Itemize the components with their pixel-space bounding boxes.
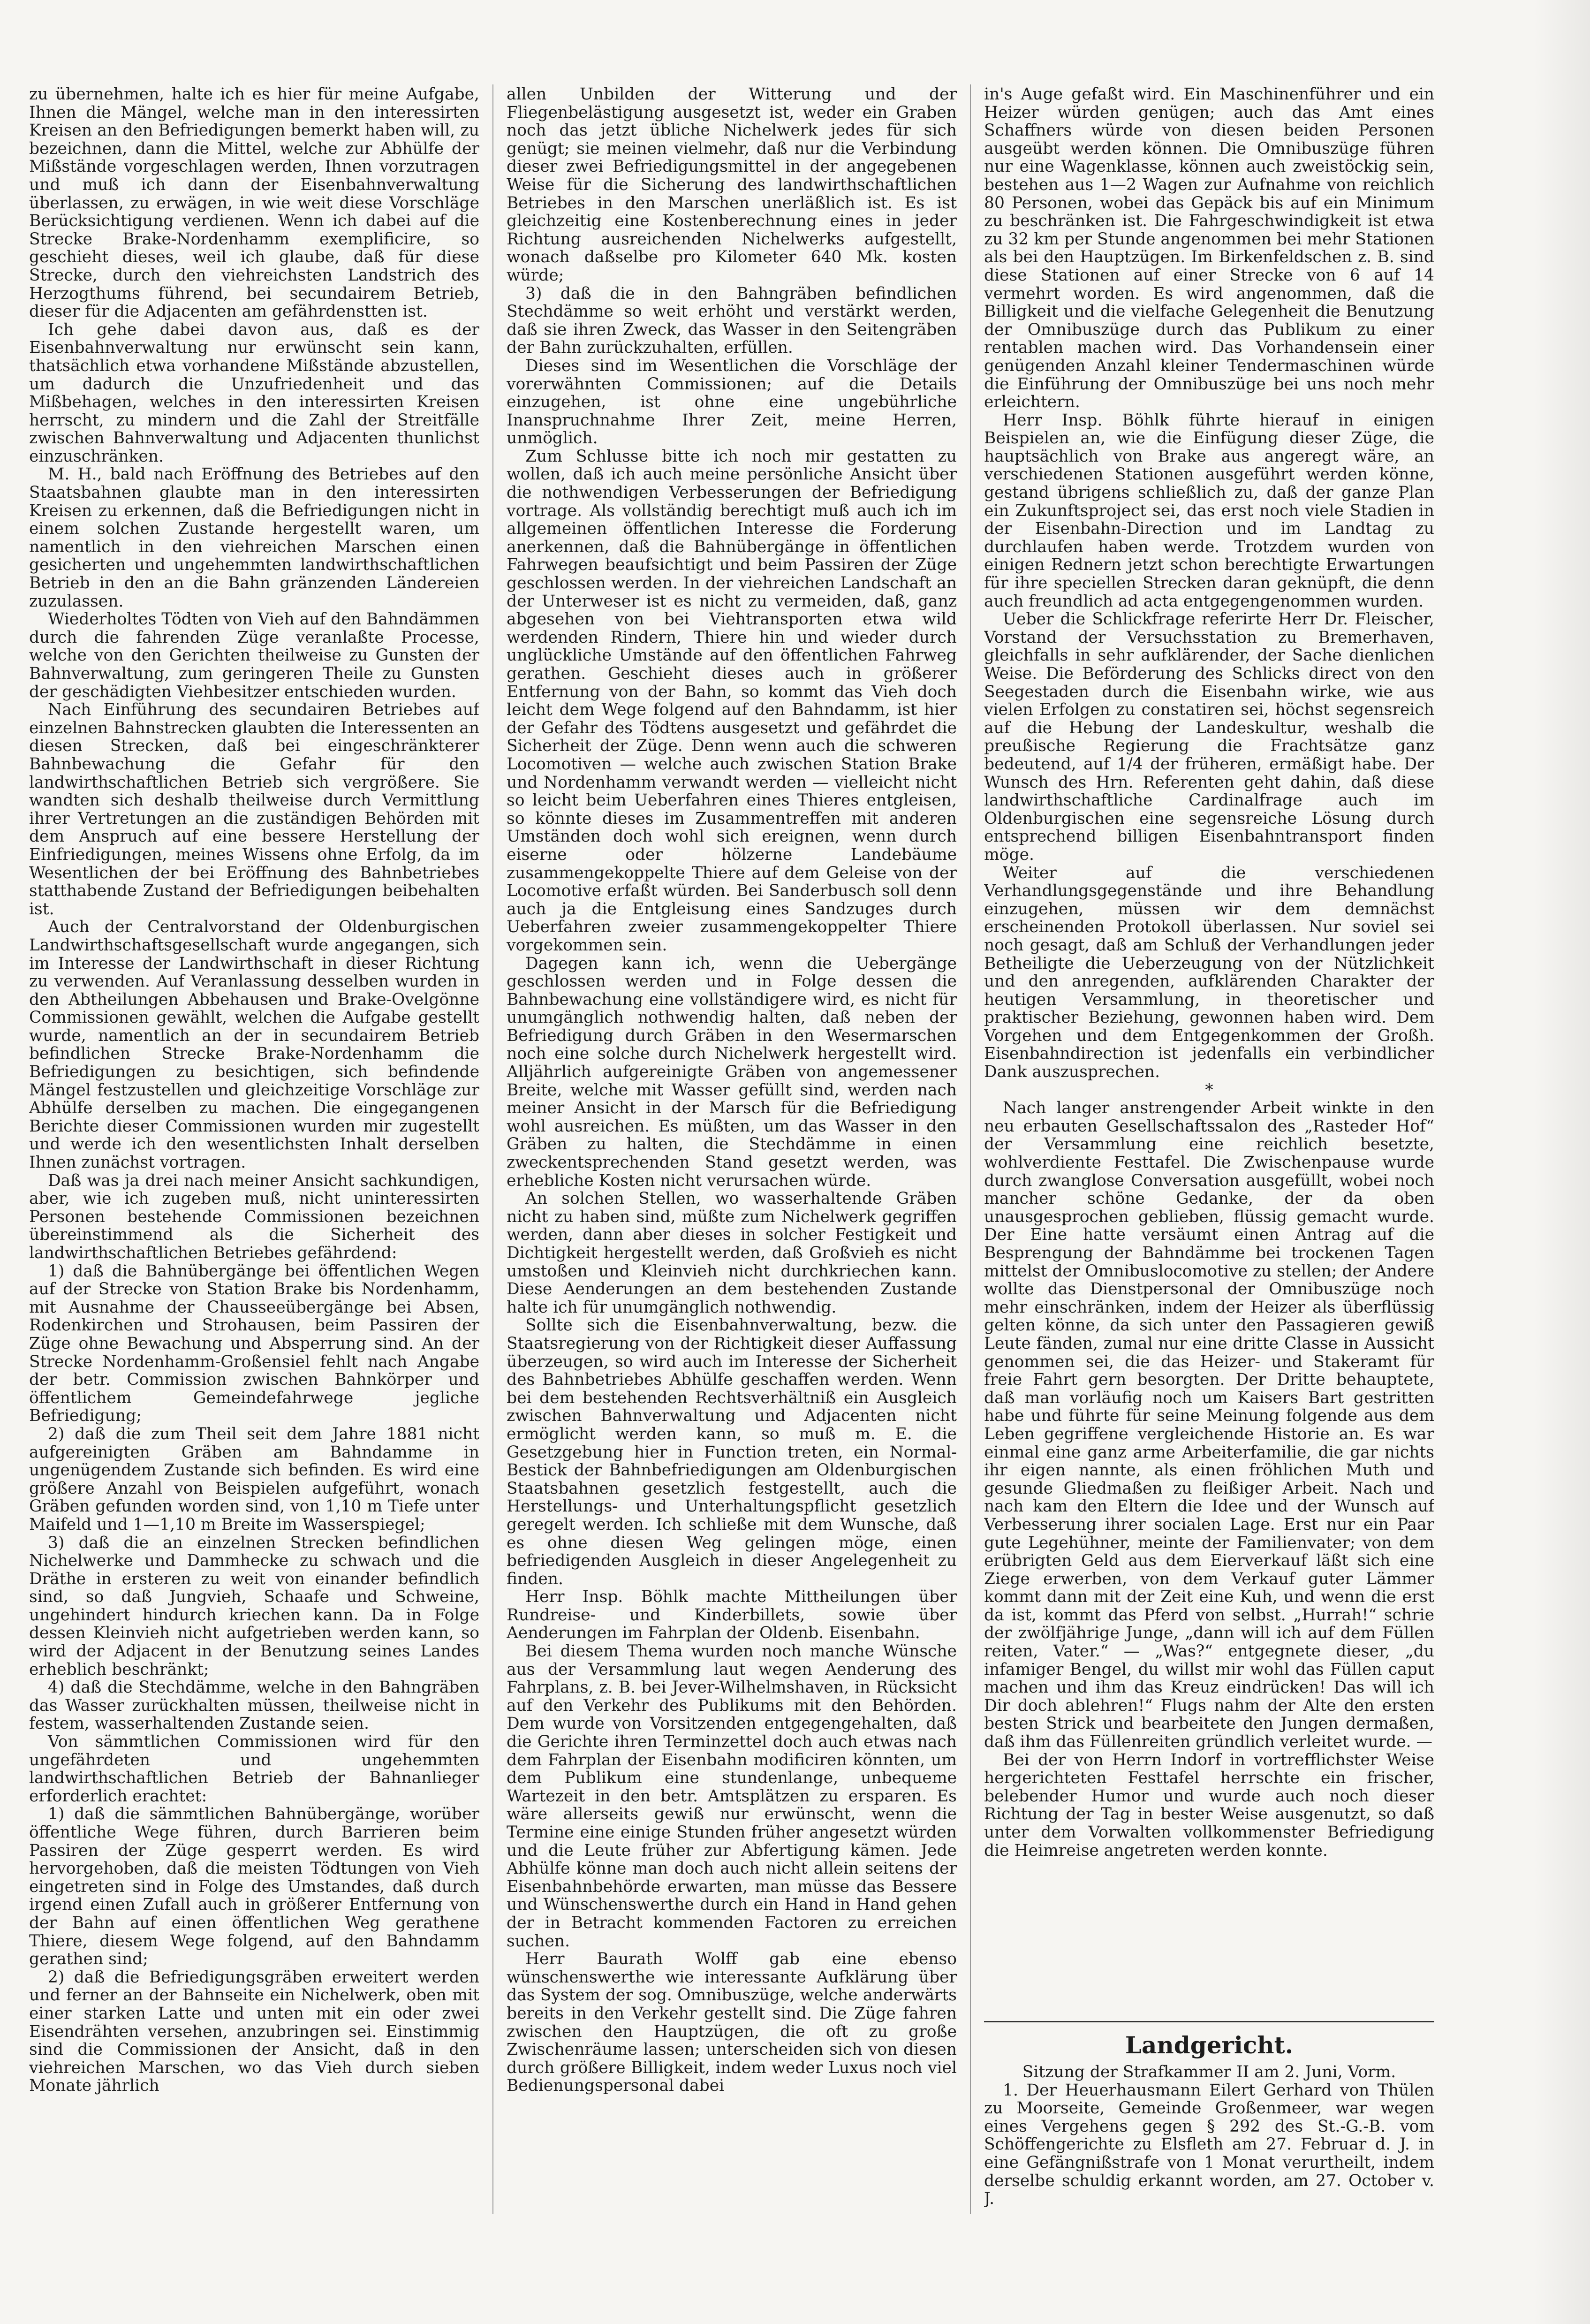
- paragraph: Wiederholtes Tödten von Vieh auf den Bahndämmen durch die fahrenden Züge veranlaßte Processe, welche von den Gerichten theilweise zu Gunsten der Bahnverwaltung, zum geringeren Theile zu Gunsten der geschädigten Viehbesitzer entschieden wurden.: [29, 610, 479, 701]
- paragraph: Sollte sich die Eisenbahnverwaltung, bezw. die Staatsregierung von der Richtigkeit dieser Auffassung überzeugen, so wird auch im Interesse der Sicherheit des Bahnbetriebes Abhülfe geschaffen werden. Wenn bei dem bestehenden Rechtsverhältniß ein Ausgleich zwischen Bahnverwaltung und Adjacenten nicht ermöglicht werden kann, so muß m. E. die Gesetzgebung hier in Function treten, ein Normal-Bestick der Bahnbefriedigungen am Oldenburgischen Staatsbahnen gesetzlich festgestellt, auch die Herstellungs- und Unterhaltungspflicht gesetzlich geregelt werden. Ich schließe mit dem Wunsche, daß es ohne diesen Weg gelingen möge, einen befriedigenden Ausgleich in dieser Angelegenheit zu finden.: [507, 1316, 957, 1588]
- paragraph: 4) daß die Stechdämme, welche in den Bahngräben das Wasser zurückhalten müssen, theilweise nicht in festem, wasserhaltenden Zustande seien.: [29, 1678, 479, 1733]
- paragraph: Dagegen kann ich, wenn die Uebergänge geschlossen werden und in Folge dessen die Bahnbewachung eine vollständigere wird, es nicht für unumgänglich nothwendig halten, daß neben der Befriedigung durch Gräben in den Wesermarschen noch eine solche durch Nichelwerk hergestellt wird. Alljährlich aufgereinigte Gräben von angemessener Breite, welche mit Wasser gefüllt sind, werden nach meiner Ansicht in der Marsch für die Befriedigung wohl ausreichen. Es müßten, um das Wasser in den Gräben zu halten, die Stechdämme in einen zweckentsprechenden Stand gesetzt werden, was erhebliche Kosten nicht verursachen würde.: [507, 954, 957, 1190]
- column-2: [507, 85, 957, 2253]
- paragraph: 1. Der Heuerhausmann Eilert Gerhard von Thülen zu Moorseite, Gemeinde Großenmeer, war wegen eines Vergehens gegen § 292 des St.-G.-B. vom Schöffengerichte zu Elsfleth am 27. Februar d. J. in eine Gefängnißstrafe von 1 Monat verurtheilt, indem derselbe schuldig erkannt worden, am 27. October v. J.: [984, 2081, 1434, 2209]
- paragraph: Dieses sind im Wesentlichen die Vorschläge der vorerwähnten Commissionen; auf die Details einzugehen, ist ohne eine ungebührliche Inanspruchnahme Ihrer Zeit, meine Herren, unmöglich.: [507, 356, 957, 448]
- paragraph: 3) daß die in den Bahngräben befindlichen Stechdämme so weit erhöht und verstärkt werden, daß sie ihren Zweck, das Wasser in den Seitengräben der Bahn zurückzuhalten, erfüllen.: [507, 284, 957, 357]
- paragraph: 1) daß die Bahnübergänge bei öffentlichen Wegen auf der Strecke von Station Brake bis Nordenhamm, mit Ausnahme der Chausseeübergänge bei Absen, Rodenkirchen und Strohausen, beim Passiren der Züge ohne Bewachung und Absperrung sind. An der Strecke Nordenhamm-Großensiel fehlt nach Angabe der betr. Commission zwischen Bahnkörper und öffentlichem Gemeindefahrwege jegliche Befriedigung;: [29, 1261, 479, 1426]
- paragraph: Bei diesem Thema wurden noch manche Wünsche aus der Versammlung laut wegen Aenderung des Fahrplans, z. B. bei Jever-Wilhelmshaven, in Rücksicht auf den Verkehr des Publikums mit den Behörden. Dem wurde von Vorsitzenden entgegengehalten, daß die Gerichte ihren Terminzettel doch auch etwas nach dem Fahrplan der Eisenbahn modificiren könnten, um dem Publikum eine stundenlange, unbequeme Wartezeit in den betr. Amtsplätzen zu ersparen. Es wäre allerseits gewiß nur erwünscht, wenn die Termine eine einige Stunden früher angesetzt würden und die Leute früher zur Abfertigung kämen. Jede Abhülfe könne man doch auch nicht allein seitens der Eisenbahnbehörde erwarten, man müsse das Bessere und Wünschenswerthe durch ein Hand in Hand gehen der in Betracht kommenden Factoren zu erreichen suchen.: [507, 1642, 957, 1951]
- column-divider-1: [492, 84, 493, 2214]
- column-divider-2: [970, 84, 971, 2214]
- paragraph: 3) daß die an einzelnen Strecken befindlichen Nichelwerke und Dammhecke zu schwach und die Dräthe in ersteren zu weit von einander befindlich sind, so daß Jungvieh, Schaafe und Schweine, ungehindert hindurch kriechen kann. Da in Folge dessen Kleinvieh nicht aufgetrieben werden kann, so wird der Adjacent in der Benutzung seines Landes erheblich beschränkt;: [29, 1533, 479, 1679]
- paragraph: 2) daß die zum Theil seit dem Jahre 1881 nicht aufgereinigten Gräben am Bahndamme in ungenügendem Zustande sich befinden. Es wird eine größere Anzahl von Beispielen aufgeführt, wonach Gräben gefunden worden sind, von 1,10 m Tiefe unter Maifeld und 1—1,10 m Breite im Wasserspiegel;: [29, 1424, 479, 1534]
- paragraph: An solchen Stellen, wo wasserhaltende Gräben nicht zu haben sind, müßte zum Nichelwerk gegriffen werden, dann aber dieses in solcher Festigkeit und Dichtigkeit hergestellt werden, daß Großvieh es nicht umstoßen und Kleinvieh nicht durchkriechen kann. Diese Aenderungen an dem bestehenden Zustande halte ich für unumgänglich nothwendig.: [507, 1189, 957, 1317]
- paragraph: Nach langer anstrengender Arbeit winkte in den neu erbauten Gesellschaftssalon des „Rasteder Hof“ der Versammlung eine reichlich besetzte, wohlverdiente Festtafel. Die Zwischenpause wurde durch zwanglose Conversation ausgefüllt, wobei noch mancher schöne Gedanke, der da oben unausgesprochen geblieben, flüssig gemacht wurde. Der Eine hatte versäumt einen Antrag auf die Besprengung der Bahndämme bei trockenen Tagen mittelst der Omnibuslocomotive zu stellen; der Andere wollte das Dienstpersonal der Omnibuszüge noch mehr einschränken, indem der Heizer als überflüssig gelten könne, da sich unter den Passagieren gewiß Leute fänden, zumal nur eine dritte Classe in Aussicht genommen sei, die das Heizer- und Stakeramt für freie Fahrt gern besorgten. Der Dritte behauptete, daß man vorläufig noch um Kaisers Bart gestritten habe und führte für seine Meinung folgende aus dem Leben gegriffene vergleichende Historie an. Es war einmal eine ganz arme Arbeiterfamilie, die gar nichts ihr eigen nannte, als einen fröhlichen Muth und gesunde Gliedmaßen zu fleißiger Arbeit. Nach und nach kam den Eltern die Idee und der Wunsch auf Verbesserung ihrer socialen Lage. Erst nur ein Paar gute Legehühner, meinte der Familienvater; von dem erübrigten Geld aus dem Eierverkauf läßt sich eine Ziege erwerben, von dem Verkauf guter Lämmer kommt dann mit der Zeit eine Kuh, und wenn die erst da ist, kommt das Pferd von selbst. „Hurrah!“ schrie der zwölfjährige Junge, „dann will ich auf dem Füllen reiten, Vater.“ — „Was?“ entgegnete dieser, „du infamiger Bengel, du willst mir wohl das Füllen caput machen und ihm das Kreuz eindrücken! Das will ich Dir doch ablehren!“ Flugs nahm der Alte den ersten besten Strick und bearbeitete den Jungen dermaßen, daß ihm das Füllenreiten gründlich verleitet wurde. —: [984, 1099, 1434, 1752]
- paragraph: Weiter auf die verschiedenen Verhandlungsgegenstände und ihre Behandlung einzugehen, müssen wir dem demnächst erscheinenden Protokoll überlassen. Nur soviel sei noch gesagt, daß am Schluß der Verhandlungen jeder Betheiligte die Ueberzeugung von der Nützlichkeit und den anregenden, aufklärenden Charakter der heutigen Versammlung, in theoretischer und praktischer Beziehung, gewonnen haben wird. Dem Vorgehen und dem Entgegenkommen der Großh. Eisenbahndirection ist jedenfalls ein verbindlicher Dank auszusprechen.: [984, 863, 1434, 1082]
- column-1: [29, 85, 479, 2253]
- paragraph: Auch der Centralvorstand der Oldenburgischen Landwirthschaftsgesellschaft wurde angegangen, sich im Interesse der Landwirthschaft in dieser Richtung zu verwenden. Auf Veranlassung desselben wurden in den Abtheilungen Abbehausen und Brake-Ovelgönne Commissionen gewählt, welchen die Aufgabe gestellt wurde, namentlich an der in secundairem Betrieb befindlichen Strecke Brake-Nordenhamm die Befriedigungen zu besichtigen, sich befindende Mängel festzustellen und gleichzeitige Vorschläge zur Abhülfe derselben zu machen. Die eingegangenen Berichte dieser Commissionen wurden mir zugestellt und werde ich den wesentlichsten Inhalt derselben Ihnen zunächst vortragen.: [29, 918, 479, 1172]
- paragraph: Bei der von Herrn Indorf in vortrefflichster Weise hergerichteten Festtafel herrschte ein frischer, belebender Humor und wurde auch noch dieser Richtung der Tag in bester Weise ausgenutzt, so daß unter dem Vorwalten vollkommenster Befriedigung die Heimreise angetreten werden konnte.: [984, 1750, 1434, 1860]
- paragraph: Herr Baurath Wolff gab eine ebenso wünschenswerthe wie interessante Aufklärung über das System der sog. Omnibuszüge, welche anderwärts bereits in den Verkehr gestellt sind. Die Züge fahren zwischen den Hauptzügen, die oft zu große Zwischenräume lassen; unterscheiden sich von diesen durch größere Billigkeit, indem weder Luxus noch viel Bedienungspersonal dabei: [507, 1950, 957, 2096]
- paragraph: Ueber die Schlickfrage referirte Herr Dr. Fleischer, Vorstand der Versuchsstation zu Bremerhaven, gleichfalls in sehr aufklärender, der Sache dienlichen Weise. Die Beförderung des Schlicks direct von den Seegestaden durch die Eisenbahn wirke, wie aus vielen Erfolgen zu constatiren sei, höchst segensreich auf die Hebung der Landeskultur, weshalb die preußische Regierung die Frachtsätze ganz bedeutend, auf 1/4 der früheren, ermäßigt habe. Der Wunsch des Hrn. Referenten geht dahin, daß diese landwirthschaftliche Cardinalfrage auch im Oldenburgischen eine segensreiche Lösung durch entsprechend billigen Eisenbahntransport finden möge.: [984, 610, 1434, 864]
- paragraph: 2) daß die Befriedigungsgräben erweitert werden und ferner an der Bahnseite ein Nichelwerk, oben mit einer starken Latte und unten mit ein oder zwei Eisendrähten versehen, anzubringen sei. Einstimmig sind die Commissionen der Ansicht, daß in den viehreichen Marschen, wo das Vieh durch sieben Monate jährlich: [29, 1967, 479, 2096]
- paragraph: zu übernehmen, halte ich es hier für meine Aufgabe, Ihnen die Mängel, welche man in den interessirten Kreisen an den Befriedigungen bemerkt haben will, zu bezeichnen, dann die Mittel, welche zur Abhülfe der Mißstände vorgeschlagen werden, Ihnen vorzutragen und muß ich dann der Eisenbahnverwaltung überlassen, zu erwägen, in wie weit diese Vorschläge Berücksichtigung verdienen. Wenn ich dabei auf die Strecke Brake-Nordenhamm exemplificire, so geschieht dieses, weil ich glaube, daß für diese Strecke, durch den viehreichsten Landstrich des Herzogthums führend, bei secundairem Betrieb, dieser für die Adjacenten am gefährdenstten ist.: [29, 85, 479, 321]
- section-rule-top: [984, 2021, 1434, 2022]
- page-edge: [1534, 0, 1590, 2324]
- paragraph: Von sämmtlichen Commissionen wird für den ungefährdeten und ungehemmten landwirthschaftlichen Betrieb der Bahnanlieger erforderlich erachtet:: [29, 1732, 479, 1806]
- section-heading: Landgericht.: [1125, 2031, 1294, 2059]
- paragraph: Herr Insp. Böhlk führte hierauf in einigen Beispielen an, wie die Einfügung dieser Züge, die hauptsächlich von Brake aus angeregt wäre, an verschiedenen Stationen ausgeführt werden könne, gestand übrigens schließlich zu, daß der ganze Plan ein Zukunftsproject sei, das erst noch viele Stadien in der Eisenbahn-Direction und im Landtag zu durchlaufen haben werde. Trotzdem wurden von einigen Rednern jetzt schon berechtigte Erwartungen für ihre speciellen Strecken daran geknüpft, die denn auch freundlich ad acta entgegengenommen wurden.: [984, 410, 1434, 611]
- court-session-line: Sitzung der Strafkammer II am 2. Juni, Vorm.: [1022, 2063, 1396, 2081]
- paragraph: M. H., bald nach Eröffnung des Betriebes auf den Staatsbahnen glaubte man in den interessirten Kreisen zu erkennen, daß die Befriedigungen nicht in einem solchen Zustande hergestellt waren, um namentlich in den viehreichen Marschen einen gesicherten und ungehemmten landwirthschaftlichen Betrieb in den an die Bahn gränzenden Ländereien zuzulassen.: [29, 465, 479, 611]
- paragraph: in's Auge gefaßt wird. Ein Maschinenführer und ein Heizer würden genügen; auch das Amt eines Schaffners würde von diesen beiden Personen ausgeübt werden können. Die Omnibuszüge führen nur eine Wagenklasse, können auch zweistöckig sein, bestehen aus 1—2 Wagen zur Aufnahme von reichlich 80 Personen, wobei das Gepäck bis auf ein Minimum zu beschränken ist. Die Fahrgeschwindigkeit ist etwa zu 32 km per Stunde angenommen bei mehr Stationen als bei den Hauptzügen. Im Birkenfeldschen z. B. sind diese Stationen auf einer Strecke von 6 auf 14 vermehrt worden. Es wird angenommen, daß die Billigkeit und die vielfache Gelegenheit die Benutzung der Omnibuszüge durch das Publikum zu einer rentablen machen wird. Das Vorhandensein einer genügenden Anzahl kleiner Tendermaschinen würde die Einführung der Omnibuszüge bei uns noch mehr erleichtern.: [984, 85, 1434, 412]
- paragraph: Nach Einführung des secundairen Betriebes auf einzelnen Bahnstrecken glaubten die Interessenten an diesen Strecken, daß bei eingeschränkterer Bahnbewachung die Gefahr für den landwirthschaftlichen Betrieb sich vergrößere. Sie wandten sich deshalb theilweise durch Vermittlung ihrer Vertretungen an die zuständigen Behörden mit dem Anspruch auf eine bessere Herstellung der Einfriedigungen, meines Wissens ohne Erfolg, da im Wesentlichen der bei Eröffnung des Bahnbetriebes statthabende Zustand der Befriedigungen beibehalten ist.: [29, 700, 479, 919]
- paragraph: Zum Schlusse bitte ich noch mir gestatten zu wollen, daß ich auch meine persönliche Ansicht über die nothwendigen Verbesserungen der Befriedigung vortrage. Als vollständig berechtigt muß auch ich im allgemeinen öffentlichen Interesse die Forderung anerkennen, daß die Bahnübergänge in öffentlichen Fahrwegen beaufsichtigt und beim Passiren der Züge geschlossen werden. In der viehreichen Landschaft an der Unterweser ist es nicht zu vermeiden, daß, ganz abgesehen von bei Viehtransporten etwa wild werdenden Rindern, Thiere hin und wieder durch unglückliche Umstände auf den öffentlichen Fahrweg gerathen. Geschieht dieses auch in größerer Entfernung von der Bahn, so kommt das Vieh doch leicht dem Wege folgend auf den Bahndamm, ist hier der Gefahr des Tödtens ausgesetzt und gefährdet die Sicherheit der Züge. Denn wenn auch die schweren Locomotiven — welche auch zwischen Station Brake und Nordenhamm verwandt werden — vielleicht nicht so leicht beim Ueberfahren eines Thieres entgleisen, so könnte dieses im Zusammentreffen mit anderen Umständen doch wohl sich ereignen, wenn durch eiserne oder hölzerne Landebäume zusammengekoppelte Thiere auf dem Geleise von der Locomotive erfaßt würden. Bei Sanderbusch soll denn auch ja die Entgleisung eines Sandzuges durch Ueberfahren zweier zusammengekoppelter Thiere vorgekommen sein.: [507, 447, 957, 955]
- paragraph: allen Unbilden der Witterung und der Fliegenbelästigung ausgesetzt ist, weder ein Graben noch das jetzt übliche Nichelwerk jedes für sich genügt; sie meinen vielmehr, daß nur die Verbindung dieser zwei Befriedigungsmittel in der angegebenen Weise für die Sicherung des landwirthschaftlichen Betriebes in den Marschen unerläßlich ist. Es ist gleichzeitig eine Kostenberechnung eines in jeder Richtung ausreichenden Nichelwerks aufgestellt, wonach daßselbe pro Kilometer 640 Mk. kosten würde;: [507, 85, 957, 285]
- section-separator-asterisk: *: [1205, 1080, 1213, 1100]
- paragraph: Herr Insp. Böhlk machte Mittheilungen über Rundreise- und Kinderbillets, sowie über Aenderungen im Fahrplan der Oldenb. Eisenbahn.: [507, 1587, 957, 1643]
- paragraph: Ich gehe dabei davon aus, daß es der Eisenbahnverwaltung nur erwünscht sein kann, thatsächlich etwa vorhandene Mißstände abzustellen, um dadurch die Unzufriedenheit und das Mißbehagen, welches in den interessirten Kreisen herrscht, zu mindern und die Zahl der Streitfälle zwischen Bahnverwaltung und Adjacenten thunlichst einzuschränken.: [29, 320, 479, 466]
- court-section: [984, 2026, 1434, 2307]
- paragraph: Daß was ja drei nach meiner Ansicht sachkundigen, aber, wie ich zugeben muß, nicht uninteressirten Personen bestehende Commissionen bezeichnen übereinstimmend als die Sicherheit des landwirthschaftlichen Betriebes gefährdend:: [29, 1171, 479, 1262]
- column-3: [984, 85, 1434, 2253]
- paragraph: 1) daß die sämmtlichen Bahnübergänge, worüber öffentliche Wege führen, durch Barrieren beim Passiren der Züge gesperrt werden. Es wird hervorgehoben, daß die meisten Tödtungen von Vieh eingetreten sind in Folge des Umstandes, daß durch irgend einen Zufall auch in größerer Entfernung von der Bahn auf einen öffentlichen Weg gerathene Thiere, diesem Wege folgend, auf den Bahndamm gerathen sind;: [29, 1805, 479, 1969]
